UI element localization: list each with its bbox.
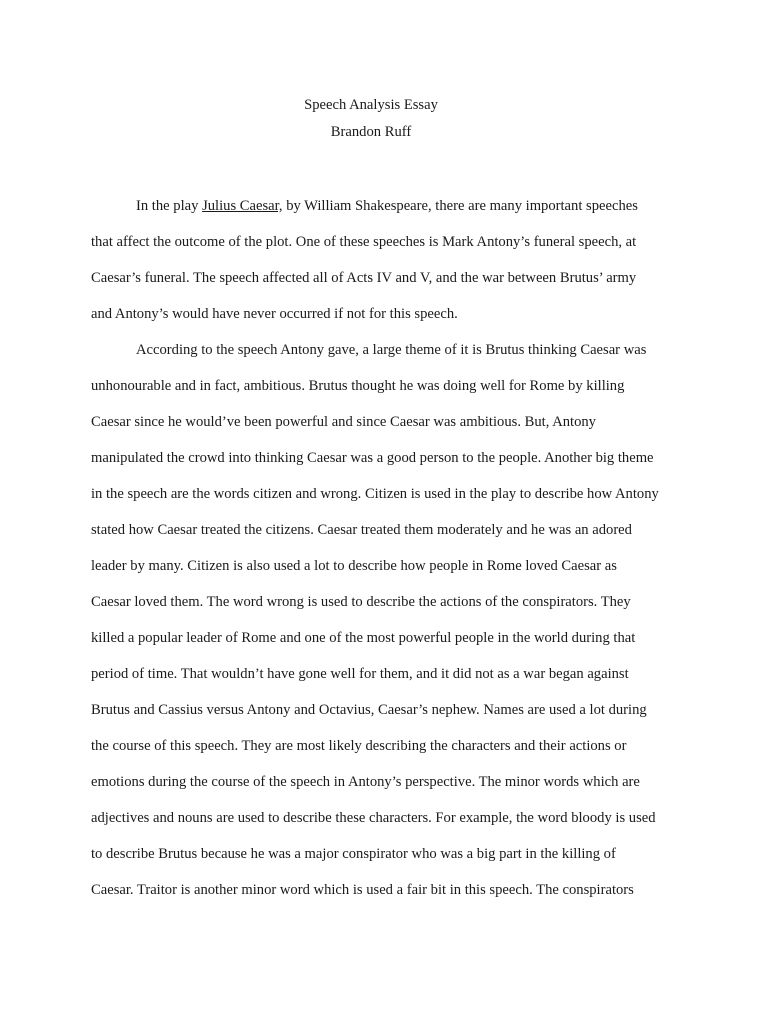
text-line: killed a popular leader of Rome and one of the most powerful people in the world during that <box>91 630 636 646</box>
text-line: Caesar loved them. The word wrong is used to describe the actions of the conspirators. They <box>91 594 631 610</box>
text-line: Caesar. Traitor is another minor word which is used a fair bit in this speech. The conspirators <box>91 882 634 898</box>
text-line: Caesar’s funeral. The speech affected all of Acts IV and V, and the war between Brutus’ army <box>91 270 637 286</box>
text-line: adjectives and nouns are used to describe these characters. For example, the word bloody is used <box>91 810 656 826</box>
text-line: unhonourable and in fact, ambitious. Brutus thought he was doing well for Rome by killing <box>91 378 625 394</box>
text-line: leader by many. Citizen is also used a lot to describe how people in Rome loved Caesar as <box>91 558 617 574</box>
text-line <box>91 186 691 222</box>
text-segment: In the play <box>136 198 203 214</box>
essay-title: Speech Analysis Essay <box>304 97 438 113</box>
text-line: and Antony’s would have never occurred if not for this speech. <box>91 306 458 322</box>
text-segment: by William Shakespeare, there are many important speeches <box>282 198 638 214</box>
text-line: period of time. That wouldn’t have gone well for them, and it did not as a war began against <box>91 666 629 682</box>
play-title: Julius Caesar, <box>202 198 283 214</box>
title-block <box>0 92 742 146</box>
paragraph <box>91 186 691 330</box>
text-line: the course of this speech. They are most likely describing the characters and their actions or <box>91 738 627 754</box>
text-line: emotions during the course of the speech in Antony’s perspective. The minor words which are <box>91 774 640 790</box>
essay-body <box>91 186 691 906</box>
text-line: Brutus and Cassius versus Antony and Octavius, Caesar’s nephew. Names are used a lot during <box>91 702 647 718</box>
paragraph <box>91 330 691 906</box>
author-name: Brandon Ruff <box>330 124 412 140</box>
text-line: According to the speech Antony gave, a large theme of it is Brutus thinking Caesar was <box>136 342 647 358</box>
text-line: manipulated the crowd into thinking Caesar was a good person to the people. Another big theme <box>91 450 654 466</box>
text-line: in the speech are the words citizen and wrong. Citizen is used in the play to describe how Antony <box>91 486 659 502</box>
text-line: to describe Brutus because he was a major conspirator who was a big part in the killing of <box>91 846 616 862</box>
text-line: stated how Caesar treated the citizens. Caesar treated them moderately and he was an adored <box>91 522 632 538</box>
text-line: that affect the outcome of the plot. One of these speeches is Mark Antony’s funeral speech, at <box>91 234 637 250</box>
text-line: Caesar since he would’ve been powerful and since Caesar was ambitious. But, Antony <box>91 414 596 430</box>
